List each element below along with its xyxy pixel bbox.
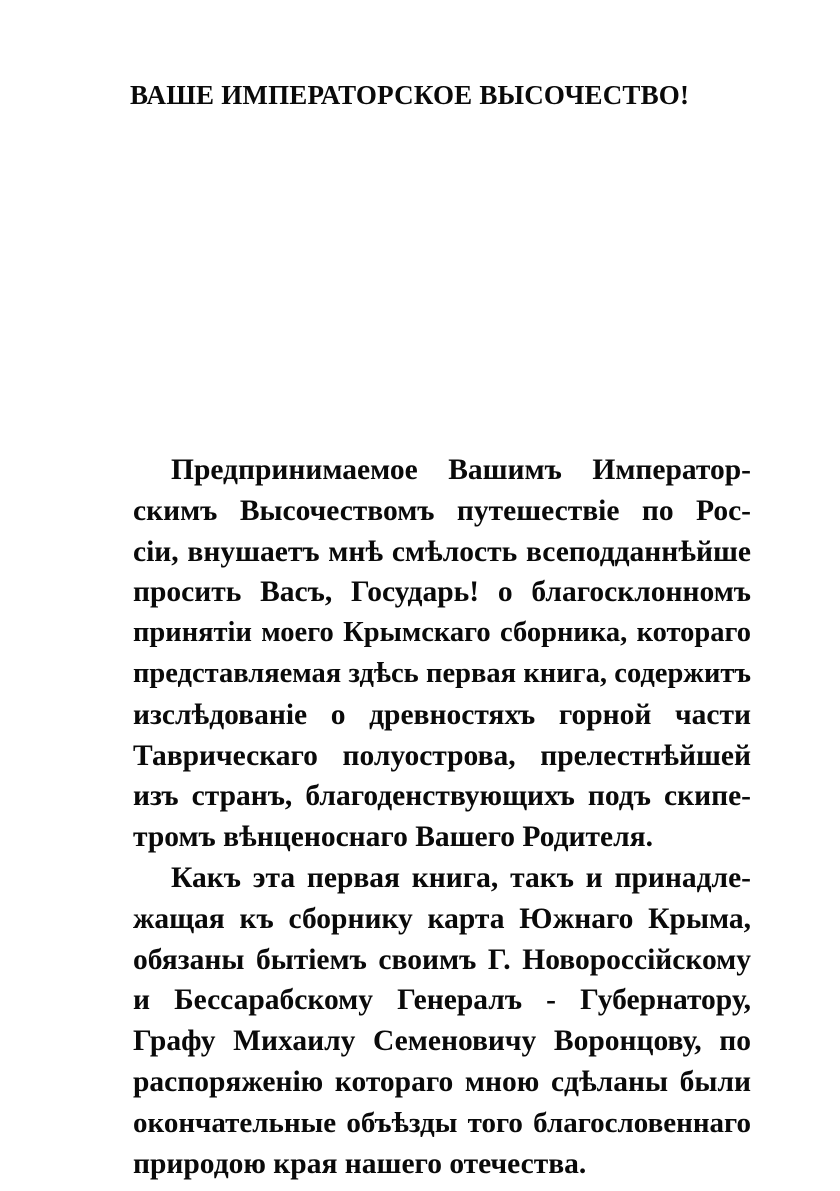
text-line: принятiи моего Крымскаго сборника, котораго — [133, 617, 751, 649]
dedication-heading: ВАШЕ ИМПЕРАТОРСКОЕ ВЫСОЧЕСТВО! — [130, 80, 690, 110]
text-line: Какъ эта первая книга, такъ и принадле- — [171, 861, 751, 894]
text-line: жащая къ сборнику карта Южнаго Крыма, — [133, 902, 751, 935]
text-line: распоряженiю котораго мною сдѣланы были — [133, 1065, 751, 1098]
text-line: скимъ Высочествомъ путешествiе по Рос- — [133, 494, 751, 527]
text-line: природою края нашего отечества. — [133, 1147, 587, 1180]
paragraph-1 — [133, 450, 751, 858]
text-line: Предпринимаемое Вашимъ Император- — [171, 454, 751, 486]
text-line: изъ странъ, благоденствующихъ подъ скипе- — [133, 780, 751, 813]
text-line: окончательные объѣзды того благословеннаго — [133, 1106, 751, 1139]
text-line: обязаны бытiемъ своимъ Г. Новороссiйскому — [133, 943, 751, 976]
text-line: представляемая здѣсь первая книга, содержитъ — [133, 657, 751, 689]
dedication-body — [133, 450, 751, 1184]
text-line: и Бессарабскому Генералъ - Губернатору, — [133, 984, 751, 1017]
text-line: Таврическаго полуострова, прелестнѣйшей — [133, 739, 751, 772]
text-line: сiи, внушаетъ мнѣ смѣлость всеподданнѣйше — [133, 535, 751, 568]
text-line: тромъ вѣнценоснаго Вашего Родителя. — [133, 821, 653, 854]
text-line: просить Васъ, Государь! о благосклонномъ — [133, 576, 751, 609]
paragraph-2 — [133, 858, 751, 1184]
text-line: Графу Михаилу Семеновичу Воронцову, по — [133, 1025, 751, 1058]
text-line: изслѣдованiе о древностяхъ горной части — [133, 698, 751, 731]
